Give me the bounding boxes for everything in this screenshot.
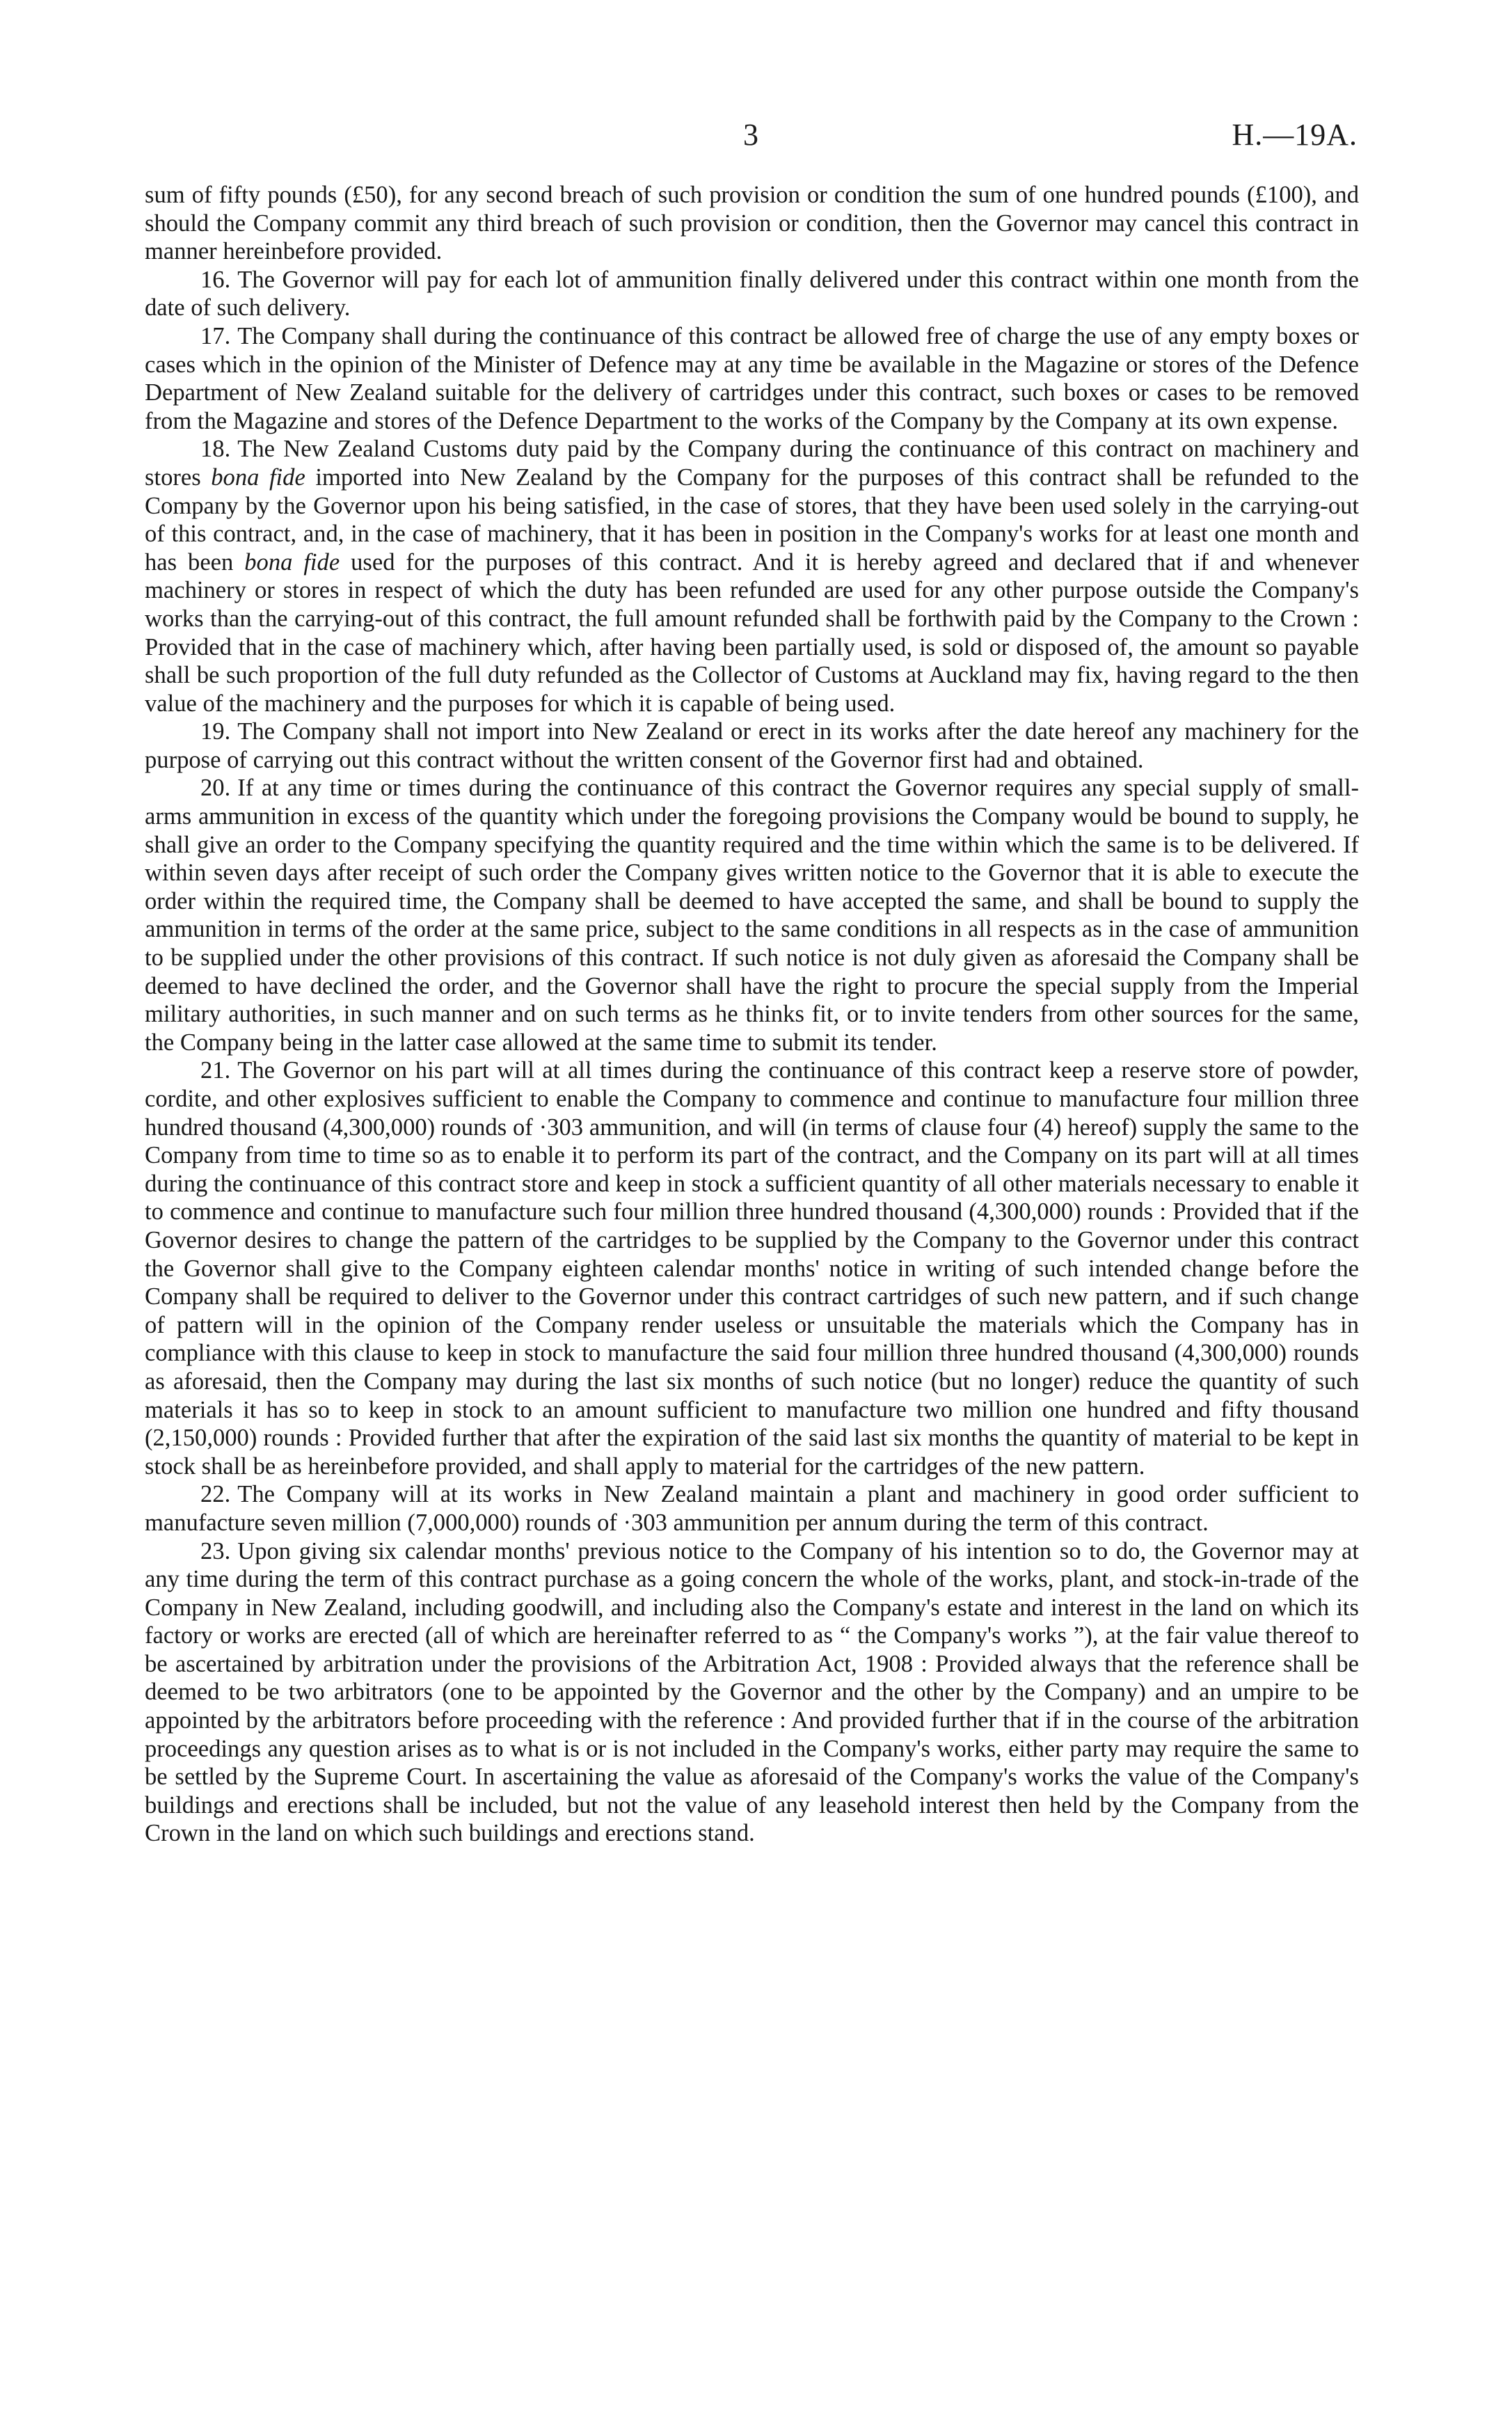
paragraph-text: The Company shall during the continuance of this contract be allowed free of charge the use of any empty boxes or cases which in the opinion of the Minister of Defence may at any time be available in the Magazine or stores of the Defence Department of New Zealand suitable for the delivery of cartridges under this contract, such boxes or cases to be removed from the Magazine and stores of the Defence Department to the works of the Company by the Company at its own expense. xyxy=(145,322,1359,434)
clause-number: 19. xyxy=(200,718,231,745)
italic-phrase: bona fide xyxy=(244,548,340,576)
paragraph-text: Upon giving six calendar months' previous notice to the Company of his intention so to do, the Governor may at any time during the term of this contract purchase as a going concern the whole of the works, plant, and stock-in-trade of the Company in New Zealand, including goodwill, and including also the Company's estate and interest in the land on which its factory or works are erected (all of which are hereinafter referred to as “ the Company's works ”), at the fair value thereof to be ascertained by arbitration under the provisions of the Arbitration Act, 1908 : Provided always that the reference shall be deemed to be two arbitrators (one to be appointed by the Governor and the other by the Company) and an umpire to be appointed by the arbitrators before proceeding with the reference : And provided further that if in the course of the arbitration proceedings any question arises as to what is or is not included in the Company's works, either party may require the same to be settled by the Supreme Court. In ascertaining the value as aforesaid of the Company's works the value of the Company's buildings and erections shall be included, but not the value of any leasehold interest then held by the Company from the Crown in the land on which such buildings and erections stand. xyxy=(145,1537,1359,1847)
clause-number: 17. xyxy=(200,322,231,349)
clause-number: 18. xyxy=(200,436,231,463)
clause-18 xyxy=(145,435,1359,718)
clause-16 xyxy=(145,266,1359,322)
paragraph-continuation xyxy=(145,181,1359,266)
clause-19 xyxy=(145,718,1359,774)
paragraph-text: imported into New Zealand by the Company for the purposes of this contract shall be refunded to the Company by the Governor upon his being satisfied, in the case of stores, that they have been used solely in the carrying-out of this contract, and, in the case of machinery, that it has been in position in the Company's works for at least one month and has been xyxy=(145,463,1359,576)
page-header xyxy=(0,117,1512,159)
clause-number: 20. xyxy=(200,775,231,802)
page-number: 3 xyxy=(743,118,759,152)
clause-number: 21. xyxy=(200,1057,231,1084)
paragraph-text: The Governor will pay for each lot of ammunition finally delivered under this contract within one month from the date of such delivery. xyxy=(145,266,1359,322)
paragraph-text: The Company will at its works in New Zealand maintain a plant and machinery in good order sufficient to manufacture seven million (7,000,000) rounds of ·303 ammunition per annum during the term of this contract. xyxy=(145,1481,1359,1536)
paragraph-text: The Company shall not import into New Zealand or erect in its works after the date hereof any machinery for the purpose of carrying out this contract without the written consent of the Governor first had and obtained. xyxy=(145,718,1359,773)
clause-22 xyxy=(145,1480,1359,1537)
clause-number: 16. xyxy=(200,266,231,293)
paragraph-text: If at any time or times during the continuance of this contract the Governor requires any special supply of small-arms ammunition in excess of the quantity which under the foregoing provisions the Company would be bound to supply, he shall give an order to the Company specifying the quantity required and the time within which the same is to be delivered. If within seven days after receipt of such order the Company gives written notice to the Governor that it is able to execute the order within the required time, the Company shall be deemed to have accepted the same, and shall be bound to supply the ammunition in terms of the order at the same price, subject to the same conditions in all respects as in the case of ammunition to be supplied under the other provisions of this contract. If such notice is not duly given as aforesaid the Company shall be deemed to have declined the order, and the Governor shall have the right to procure the special supply from the Imperial military authorities, in such manner and on such terms as he thinks fit, or to invite tenders from other sources for the same, the Company being in the latter case allowed at the same time to submit its tender. xyxy=(145,775,1359,1056)
document-reference: H.—19A. xyxy=(1232,118,1358,152)
paragraph-text: sum of fifty pounds (£50), for any second breach of such provision or condition the sum of one hundred pounds (£100), and should the Company commit any third breach of such provision or condition, then the Governor may cancel this contract in manner hereinbefore provided. xyxy=(145,182,1359,265)
clause-20 xyxy=(145,774,1359,1056)
italic-phrase: bona fide xyxy=(211,463,305,491)
clause-23 xyxy=(145,1537,1359,1848)
clause-21 xyxy=(145,1056,1359,1480)
body-text xyxy=(145,181,1359,1848)
clause-17 xyxy=(145,322,1359,435)
paragraph-text: The Governor on his part will at all times during the continuance of this contract keep a reserve store of powder, cordite, and other explosives sufficient to enable the Company to commence and continue to manufacture four million three hundred thousand (4,300,000) rounds of ·303 ammunition, and will (in terms of clause four (4) hereof) supply the same to the Company from time to time so as to enable it to perform its part of the contract, and the Company on its part will at all times during the continuance of this contract store and keep in stock a sufficient quantity of all other materials necessary to enable it to commence and continue to manufacture such four million three hundred thousand (4,300,000) rounds : Provided that if the Governor desires to change the pattern of the cartridges to be supplied by the Company to the Governor under this contract the Governor shall give to the Company eighteen calendar months' notice in writing of such intended change before the Company shall be required to deliver to the Governor under this contract cartridges of such new pattern, and if such change of pattern will in the opinion of the Company render useless or unsuitable the materials which the Company has in compliance with this clause to keep in stock to manufacture the said four million three hundred thousand (4,300,000) rounds as aforesaid, then the Company may during the last six months of such notice (but no longer) reduce the quantity of such materials it has so to keep in stock to an amount sufficient to manufacture two million one hundred and fifty thousand (2,150,000) rounds : Provided further that after the expiration of the said last six months the quantity of material to be kept in stock shall be as hereinbefore provided, and shall apply to material for the cartridges of the new pattern. xyxy=(145,1057,1359,1480)
paragraph-text: used for the purposes of this contract. And it is hereby agreed and declared that if and whenever machinery or stores in respect of which the duty has been refunded are used for any other purpose outside the Company's works than the carrying-out of this contract, the full amount refunded shall be forthwith paid by the Company to the Crown : Provided that in the case of machinery which, after having been partially used, is sold or disposed of, the amount so payable shall be such proportion of the full duty refunded as the Collector of Customs at Auckland may fix, having regard to the then value of the machinery and the purposes for which it is capable of being used. xyxy=(145,548,1360,717)
clause-number: 23. xyxy=(200,1537,231,1564)
paragraph-text: The New Zealand Customs duty paid by the Company during the continuance of this contract on machinery and stores xyxy=(145,436,1359,491)
clause-number: 22. xyxy=(200,1481,231,1508)
